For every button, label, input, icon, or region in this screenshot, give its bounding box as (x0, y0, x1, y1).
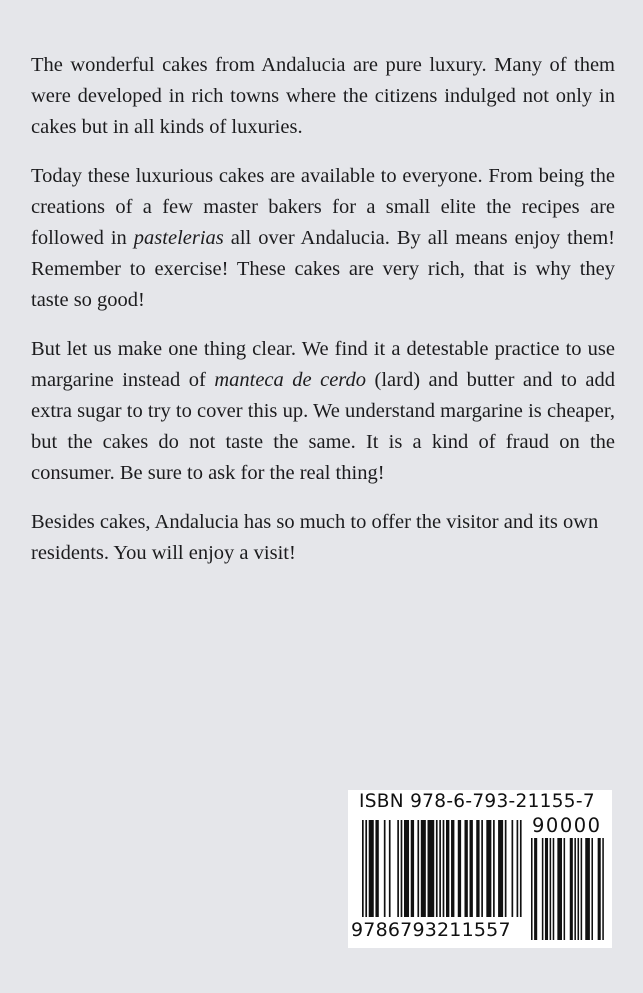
barcode-bar (493, 820, 495, 917)
addon-bar (553, 838, 555, 940)
addon-bar (591, 838, 593, 940)
barcode-bar (397, 820, 399, 917)
price-code: 90000 (532, 814, 602, 837)
barcode-bar (428, 820, 435, 917)
barcode-bar (451, 820, 454, 917)
addon-bar (598, 838, 601, 940)
barcode-bar (404, 820, 409, 917)
addon-bar (570, 838, 573, 940)
addon-bar (557, 838, 562, 940)
barcode-bar (520, 820, 522, 917)
barcode-bar (362, 820, 364, 917)
paragraph-3-part-2: (lard) and butter and to add extra sugar to try to cover this up. We understand margarine is cheaper, but the cakes do not taste the same. It is a kind of fraud on the consumer. Be sure to ask for the real thing! (31, 369, 615, 484)
barcode-bar (375, 820, 378, 917)
paragraph-2 (31, 161, 615, 316)
addon-bar (602, 838, 604, 940)
addon-bar (585, 838, 590, 940)
paragraph-4: Besides cakes, Andalucia has so much to offer the visitor and its own residents. You will enjoy a visit! (31, 511, 599, 564)
barcode-bar (417, 820, 419, 917)
barcode-bar (458, 820, 461, 917)
barcode-bar (505, 820, 507, 917)
barcode-bar (498, 820, 503, 917)
barcode-bar (411, 820, 414, 917)
barcode-bar (389, 820, 391, 917)
barcode-bar (481, 820, 483, 917)
barcode-bar (384, 820, 386, 917)
addon-bar (564, 838, 566, 940)
barcode-bar (401, 820, 403, 917)
paragraph-2-emphasis: pastelerias (133, 227, 224, 249)
addon-bar (578, 838, 580, 940)
addon-bar (574, 838, 576, 940)
barcode-bar (439, 820, 441, 917)
barcode-bar (464, 820, 467, 917)
barcode-bar (421, 820, 426, 917)
paragraph-3 (31, 334, 615, 489)
isbn-label: ISBN 978-6-793-21155-7 (359, 791, 595, 812)
addon-bar (581, 838, 583, 940)
back-cover-text (31, 50, 615, 587)
barcode-bar (436, 820, 438, 917)
addon-bar (550, 838, 552, 940)
paragraph-2-part-2: all over Andalucia. By all means enjoy them! Remember to exercise! These cakes are very rich, that is why they taste so good! (31, 227, 615, 311)
barcode-bar (486, 820, 491, 917)
barcode-bar (512, 820, 514, 917)
barcode-bar (517, 820, 519, 917)
addon-bar (545, 838, 548, 940)
paragraph-3-emphasis: manteca de cerdo (214, 369, 367, 391)
barcode-bar (365, 820, 367, 917)
paragraph-1: The wonderful cakes from Andalucia are pure luxury. Many of them were developed in rich towns where the citizens indulged not only in cakes but in all kinds of luxuries. (31, 54, 615, 138)
paragraph-2-part-1: Today these luxurious cakes are available to everyone. From being the creations of a few master bakers for a small elite the recipes are followed in (31, 165, 615, 249)
addon-bar (542, 838, 544, 940)
paragraph-3-part-1: But let us make one thing clear. We find it a detestable practice to use margarine instead of (31, 338, 615, 391)
addon-bar (534, 838, 537, 940)
ean-digits: 9786793211557 (351, 919, 511, 941)
barcode-bar (443, 820, 445, 917)
barcode-bar (446, 820, 449, 917)
barcode-bar (369, 820, 374, 917)
barcode-bar (476, 820, 479, 917)
isbn-barcode (348, 790, 612, 948)
barcode-bar (470, 820, 473, 917)
addon-bar (531, 838, 533, 940)
